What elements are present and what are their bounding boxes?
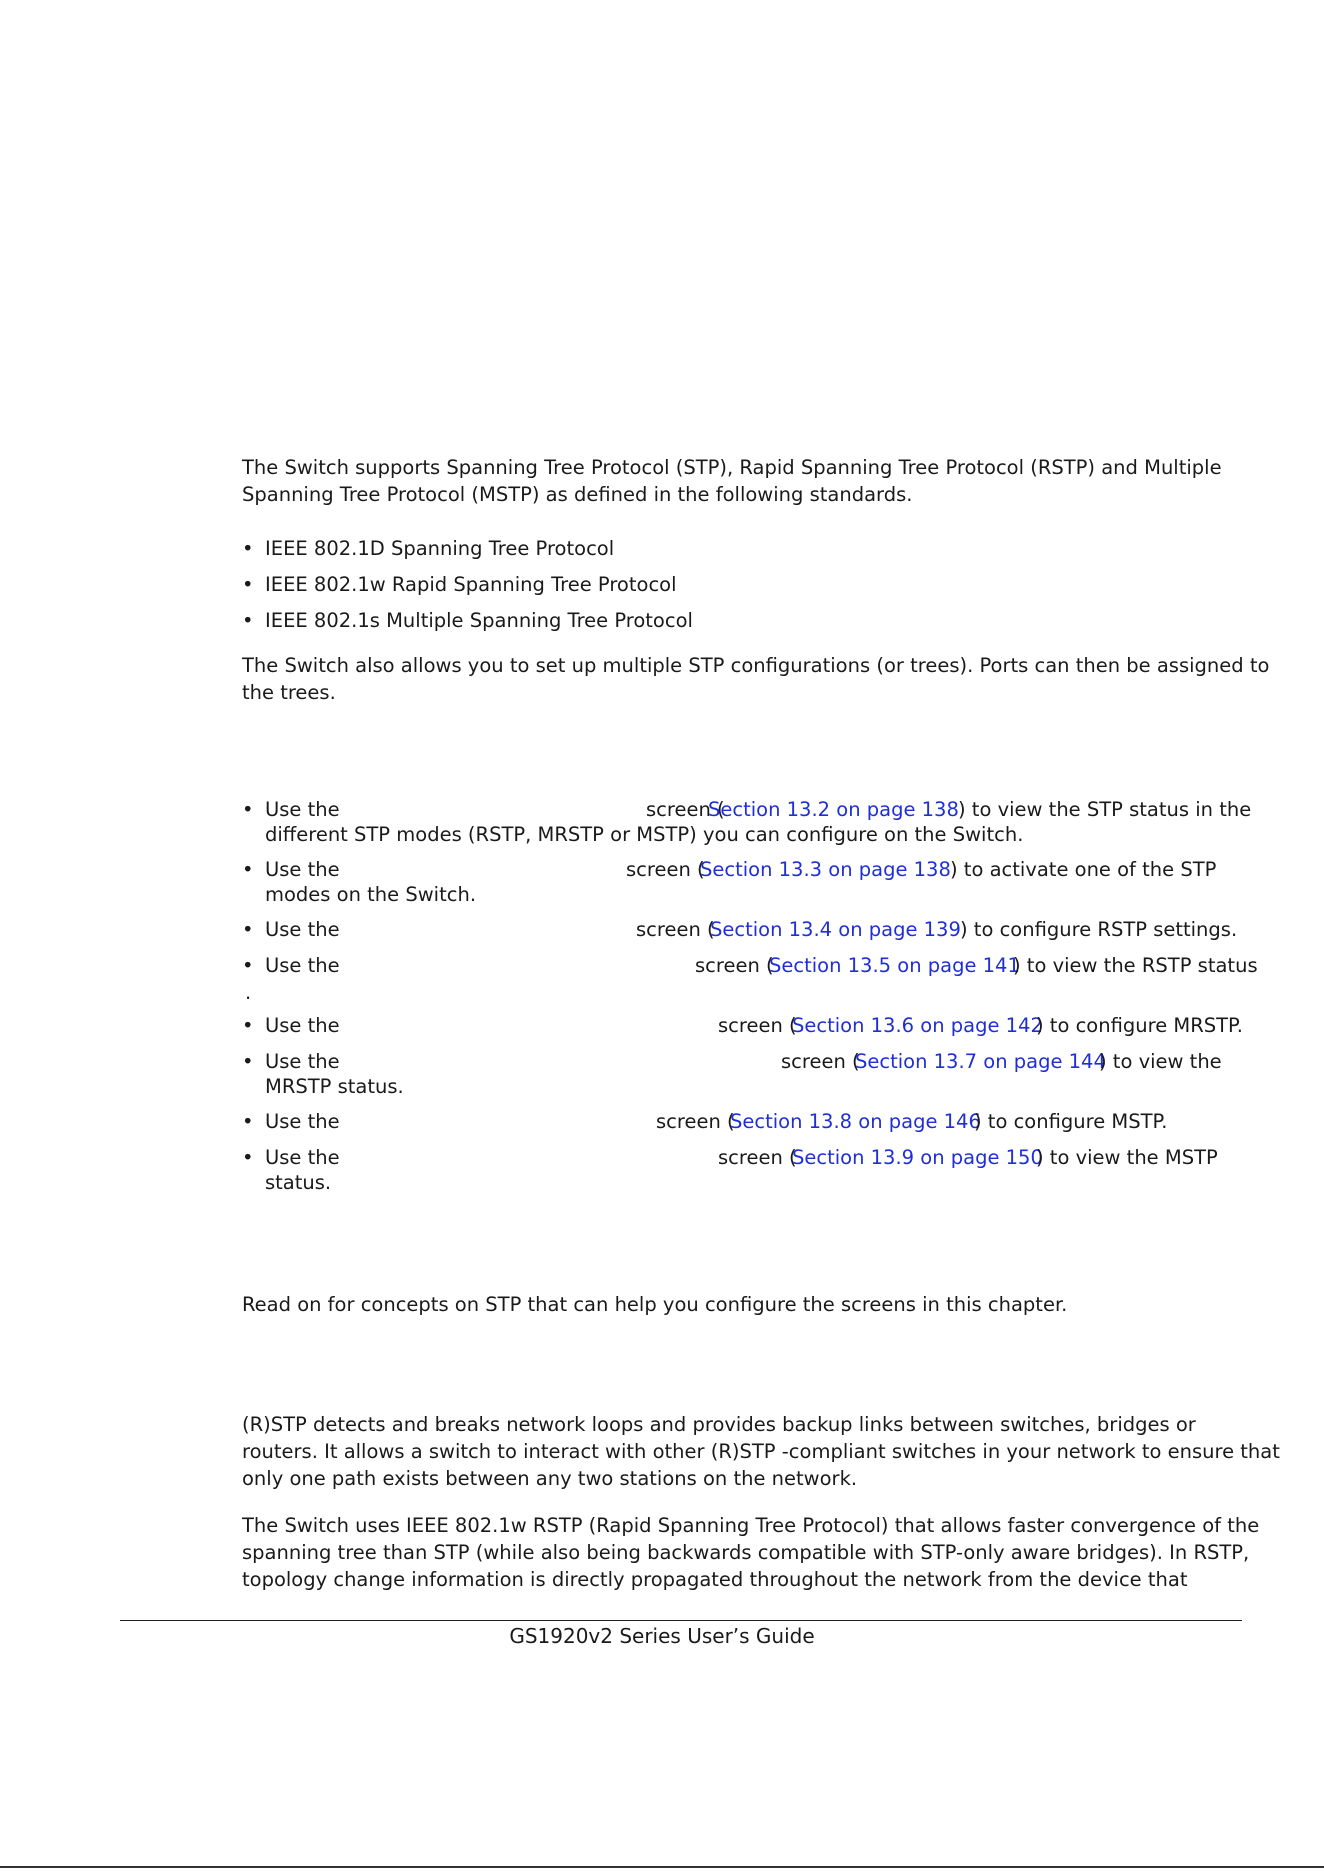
intro-paragraph-line-2: Spanning Tree Protocol (MSTP) as defined in the following standards. [242, 483, 913, 506]
intro-paragraph-line-1: The Switch supports Spanning Tree Protocol (STP), Rapid Spanning Tree Protocol (RSTP) and Multiple [242, 456, 1222, 479]
section-link[interactable]: Section 13.7 on page 144 [855, 1050, 1106, 1073]
bullet-icon: • [242, 537, 254, 560]
read-on-paragraph: Read on for concepts on STP that can help you configure the screens in this chapter. [242, 1293, 1068, 1316]
bullet-icon: • [242, 918, 254, 941]
bullet-icon: • [242, 954, 254, 977]
section-link[interactable]: Section 13.5 on page 141 [769, 954, 1020, 977]
section-link[interactable]: Section 13.8 on page 146 [730, 1110, 981, 1133]
bullet-icon: • [242, 609, 254, 632]
bullet-icon: • [242, 1110, 254, 1133]
trees-paragraph-line-1: The Switch also allows you to set up multiple STP configurations (or trees). Ports can then be assigned to [242, 654, 1270, 677]
bullet-icon: • [242, 573, 254, 596]
rstp-paragraph-line-3: only one path exists between any two stations on the network. [242, 1467, 858, 1490]
document-page: The Switch supports Spanning Tree Protocol (STP), Rapid Spanning Tree Protocol (RSTP) and Multiple Spanning Tree Protocol (MSTP) as defined in the following standards. • IEEE 802.1D Spanning Tree Protocol • IEEE 802.1w Rapid Spanning Tree Protocol • IEEE 802.1s Multiple Spanning Tree Protocol The Switch also allows you to set up multiple STP configurations (or trees). Ports can then be assigned to the trees. • Use the screen ( Section 13.2 on page 138 ) to view the STP status in the different STP modes (RSTP, MRSTP or MSTP) you can configure on the Switch. • Use the screen ( Section 13.3 on page 138 ) to activate one of the STP modes on the Switch. • Use the screen ( Section 13.4 on page 139 ) to configure RSTP settings. • Use the screen ( Section 13.5 on page 141 ) to view the RSTP status . • Use the screen ( Section 13.6 on page 142 ) to configure MRSTP. • Use the screen ( Section 13.7 on page 144 ) to view the MRSTP status. • Use the screen ( Section 13.8 on page 146 ) to configure MSTP. • Use the screen ( Section 13.9 on page 150 ) to view the MSTP status. Read on for concepts on STP that can help you configure the screens in this chapter. (R)STP detects and breaks network loops and provides backup links between switches, bridges or routers. It allows a switch to interact with other (R)STP -compliant switches in your network to ensure that only one path exists between any two stations on the network. The Switch uses IEEE 802.1w RSTP (Rapid Spanning Tree Protocol) that allows faster convergence of the spanning tree than STP (while also being backwards compatible with STP-only aware bridges). In RSTP, topology change information is directly propagated throughout the network from the device that GS1920v2 Series User’s Guide [0, 0, 1324, 1872]
convergence-paragraph-line-3: topology change information is directly propagated throughout the network from the device that [242, 1568, 1188, 1591]
bullet-icon: • [242, 858, 254, 881]
bullet-icon: • [242, 798, 254, 821]
section-link[interactable]: Section 13.2 on page 138 [708, 798, 959, 821]
rstp-paragraph-line-1: (R)STP detects and breaks network loops and provides backup links between switches, bridges or [242, 1413, 1196, 1436]
page-bottom-edge [0, 1866, 1324, 1868]
section-link[interactable]: Section 13.3 on page 138 [700, 858, 951, 881]
rstp-paragraph-line-2: routers. It allows a switch to interact with other (R)STP -compliant switches in your network to ensure that [242, 1440, 1280, 1463]
section-link[interactable]: Section 13.6 on page 142 [792, 1014, 1043, 1037]
convergence-paragraph-line-1: The Switch uses IEEE 802.1w RSTP (Rapid Spanning Tree Protocol) that allows faster convergence of the [242, 1514, 1260, 1537]
section-link[interactable]: Section 13.9 on page 150 [792, 1146, 1043, 1169]
convergence-paragraph-line-2: spanning tree than STP (while also being backwards compatible with STP-only aware bridges). In RSTP, [242, 1541, 1250, 1564]
footer-divider [120, 1620, 1242, 1621]
bullet-icon: • [242, 1146, 254, 1169]
section-link[interactable]: Section 13.4 on page 139 [710, 918, 961, 941]
trees-paragraph-line-2: the trees. [242, 681, 336, 704]
bullet-icon: • [242, 1050, 254, 1073]
bullet-icon: • [242, 1014, 254, 1037]
footer-title: GS1920v2 Series User’s Guide [509, 1624, 815, 1648]
